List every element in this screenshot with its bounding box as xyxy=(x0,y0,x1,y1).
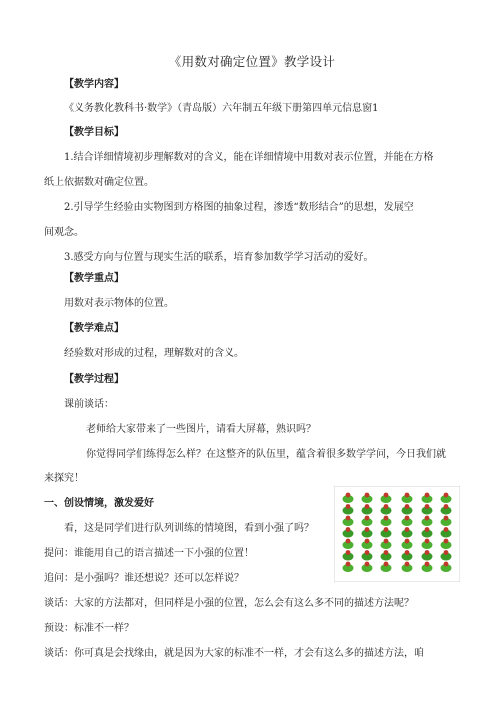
document-title: 《用数对确定位置》教学设计 xyxy=(168,54,336,69)
student-head xyxy=(365,504,370,509)
section-heading-key: 【教学重点】 xyxy=(64,273,124,284)
student-head xyxy=(425,562,430,567)
paragraph-1: 老师给大家带来了一些图片，请看大屏幕，熟识吗？ xyxy=(86,424,316,435)
goal-3: 3.感受方向与位置与现实生活的联系，培育参加数学学习活动的爱好。 xyxy=(64,252,374,263)
student-head xyxy=(425,504,430,509)
goal-1-line-2: 纸上依据数对确定位置。 xyxy=(44,177,154,188)
student-head xyxy=(365,516,370,521)
student-head xyxy=(384,504,389,509)
section-heading-one: 一、创设情境，激发爱好 xyxy=(44,498,154,509)
student-head xyxy=(405,550,410,555)
student-head xyxy=(365,562,370,567)
difficulty-text: 经验数对形成的过程，理解数对的含义。 xyxy=(64,348,244,359)
text-line-2: 提问：谁能用自己的语言描述一下小强的位置！ xyxy=(44,548,254,559)
student-head xyxy=(405,493,410,498)
student-head xyxy=(405,504,410,509)
student-head xyxy=(365,493,370,498)
student-head xyxy=(425,493,430,498)
goal-2-line-2: 间观念。 xyxy=(44,227,84,238)
student-head xyxy=(405,562,410,567)
student-head xyxy=(346,504,351,509)
student-head xyxy=(405,527,410,532)
student-head xyxy=(444,539,449,544)
student-head xyxy=(346,527,351,532)
paragraph-2-line-2: 来探究！ xyxy=(44,473,84,484)
goal-2-line-1: 2.引导学生经验由实物图到方格图的抽象过程，渗透“数形结合”的思想，发展空 xyxy=(64,202,414,213)
student-head xyxy=(384,493,389,498)
student-head xyxy=(444,516,449,521)
student-head xyxy=(384,562,389,567)
student-head xyxy=(346,493,351,498)
section-heading-content: 【教学内容】 xyxy=(64,79,124,90)
student-head xyxy=(365,539,370,544)
student-head xyxy=(384,539,389,544)
student-head xyxy=(444,504,449,509)
student-head xyxy=(425,550,430,555)
student-head xyxy=(346,562,351,567)
section-heading-difficulty: 【教学难点】 xyxy=(64,323,124,334)
student-head xyxy=(346,550,351,555)
student-head xyxy=(346,516,351,521)
student-head xyxy=(425,527,430,532)
text-line-4: 谈话：大家的方法都对，但同样是小强的位置，怎么会有这么多不同的描述方法呢？ xyxy=(44,598,414,609)
content-text: 《义务教化教科书·数学》（青岛版）六年制五年级下册第四单元信息窗1 xyxy=(64,103,379,114)
key-text: 用数对表示物体的位置。 xyxy=(64,298,174,309)
student-head xyxy=(384,550,389,555)
student-head xyxy=(405,539,410,544)
student-head xyxy=(425,539,430,544)
text-line-3: 追问：是小强吗？谁还想说？还可以怎样说？ xyxy=(44,573,244,584)
student-head xyxy=(365,527,370,532)
text-line-1: 看，这是同学们进行队列训练的情境图，看到小强了吗？ xyxy=(64,523,314,534)
pre-talk-label: 课前谈话： xyxy=(64,399,114,410)
student-head xyxy=(346,539,351,544)
student-head xyxy=(444,550,449,555)
student-head xyxy=(365,550,370,555)
section-heading-goals: 【教学目标】 xyxy=(64,127,124,138)
student-head xyxy=(444,493,449,498)
queue-training-image xyxy=(334,486,460,582)
student-head xyxy=(444,527,449,532)
text-line-5: 预设：标准不一样？ xyxy=(44,623,134,634)
student-head xyxy=(384,516,389,521)
student-head xyxy=(384,527,389,532)
paragraph-2-line-1: 你觉得同学们练得怎么样？在这整齐的队伍里，蕴含着很多数学学问，今日我们就 xyxy=(86,449,446,460)
goal-1-line-1: 1.结合详细情境初步理解数对的含义，能在详细情境中用数对表示位置，并能在方格 xyxy=(64,152,434,163)
text-line-6: 谈话：你可真是会找缘由，就是因为大家的标准不一样，才会有这么多的描述方法，咱 xyxy=(44,648,424,659)
student-head xyxy=(405,516,410,521)
section-heading-process: 【教学过程】 xyxy=(64,374,124,385)
student-head xyxy=(444,562,449,567)
student-head xyxy=(425,516,430,521)
